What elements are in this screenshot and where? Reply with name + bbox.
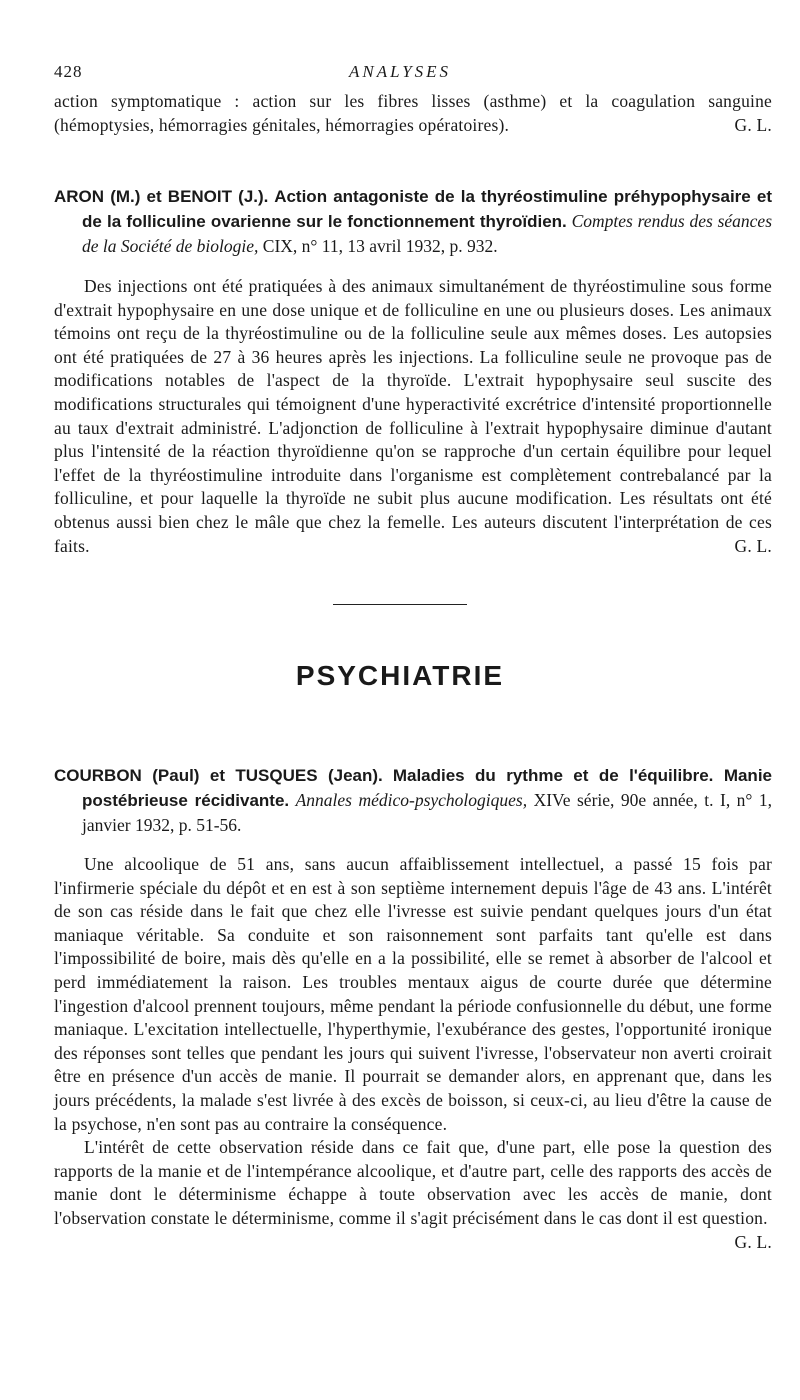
running-title: ANALYSES (348, 62, 452, 81)
entry-paragraph-text: L'intérêt de cette observation réside dans ce fait que, d'une part, elle pose la question des rapports de la manie et de l'intempérance alcoolique, et d'autre part, celle des rapports des accès de manie dont le déterminisme échappe à toute observation avec les accès de manie, dont l'observation constate le déterminisme, comme il s'agit précisément dans le cas dont il est question. (54, 1137, 772, 1228)
continuation-paragraph (54, 90, 772, 137)
entry-journal: Comptes rendus des séances de la Société de biologie, (82, 211, 773, 256)
entry-authors: ARON (M.) et BENOIT (J.). (54, 187, 269, 206)
section-title: PSYCHIATRIE (295, 660, 505, 691)
entry-citation: CIX, n° 11, 13 avril 1932, p. 932. (262, 236, 498, 256)
entry-paragraph: Une alcoolique de 51 ans, sans aucun affaiblissement intellectuel, a passé 15 fois par l'infirmerie spéciale du dépôt et en est à son septième internement depuis l'âge de 43 ans. L'intérêt de son cas réside dans le fait que chez elle l'ivresse est suivie pendant quelques jours d'un état maniaque véritable. Sa conduite et son raisonnement sont parfaits tant qu'elle est dans l'impossibilité de boire, mais dès qu'elle en a la possibilité, elle se remet à absorber de l'alcool et perd immédiatement la raison. Les troubles mentaux aigus de courte durée que détermine l'ingestion d'alcool prennent toujours, même pendant la période confusionnelle du début, une forme maniaque. L'excitation intellectuelle, l'hyperthymie, l'exubérance des gestes, l'opportunité ironique des réponses sont telles que pendant les jours qui suivent l'ivresse, l'observateur non averti croirait être en présence d'un accès de manie. Il pourrait se demander alors, en apprenant que, dans les jours précédents, la malade s'est livrée à des excès de boisson, si ceux-ci, au lieu d'être la cause de la psychose, n'en sont pas au contraire la conséquence. (54, 854, 772, 1134)
running-head (54, 62, 746, 86)
signature: G. L. (734, 1231, 772, 1252)
entry-authors: COURBON (Paul) et TUSQUES (Jean). (54, 766, 383, 785)
page-number: 428 (54, 62, 83, 81)
entry-journal: Annales médico-psychologiques, (295, 790, 528, 810)
entry-title: Action antagoniste de la thyréostimuline préhypophysaire et de la folliculine ovarienne sur le fonctionnement thyroïdien. (82, 187, 773, 231)
entry-paragraph (54, 1136, 772, 1252)
entry-heading (54, 184, 772, 258)
signature: G. L. (734, 114, 772, 135)
section-divider (333, 604, 467, 605)
abstract-entry (54, 763, 772, 1254)
entry-citation: XIVe série, 90e année, t. I, n° 1, janvier 1932, p. 51-56. (82, 790, 773, 835)
continuation-text: action symptomatique : action sur les fibres lisses (asthme) et la coagulation sanguine (hémoptysies, hémorragies génitales, hémorragies opératoires). (54, 91, 772, 135)
entry-body (54, 275, 772, 558)
entry-heading (54, 763, 772, 837)
entry-title: Maladies du rythme et de l'équilibre. Manie postébrieuse récidivante. (82, 766, 772, 810)
signature: G. L. (734, 535, 772, 556)
abstract-entry (54, 184, 772, 558)
continuation-block (54, 90, 772, 137)
entry-body-text: Des injections ont été pratiquées à des animaux simultanément de thyréostimuline sous forme d'extrait hypophysaire en une dose unique et de folliculine en une ou plusieurs doses. Les animaux témoins ont reçu de la thyréostimuline ou de la folliculine seule aux mêmes doses. Les autopsies ont été pratiquées de 27 à 36 heures après les injections. La folliculine seule ne provoque pas de modifications notables de l'aspect de la thyroïde. L'extrait hypophysaire seul suscite des modifications structurales qui témoignent d'une hyperactivité excrétrice d'intensité proportionnelle au taux d'extrait administré. L'adjonction de folliculine à l'extrait hypophysaire diminue d'autant plus l'intensité de la réaction thyroïdienne qu'on se rapproche d'un certain équilibre pour lequel l'effet de la thyréostimuline introduite dans l'organisme est complètement contrebalancé par la folliculine, et pour laquelle la thyroïde ne subit plus aucune modification. Les résultats ont été obtenus aussi bien chez le mâle que chez la femelle. Les auteurs discutent l'interprétation de ces faits. (54, 276, 772, 556)
